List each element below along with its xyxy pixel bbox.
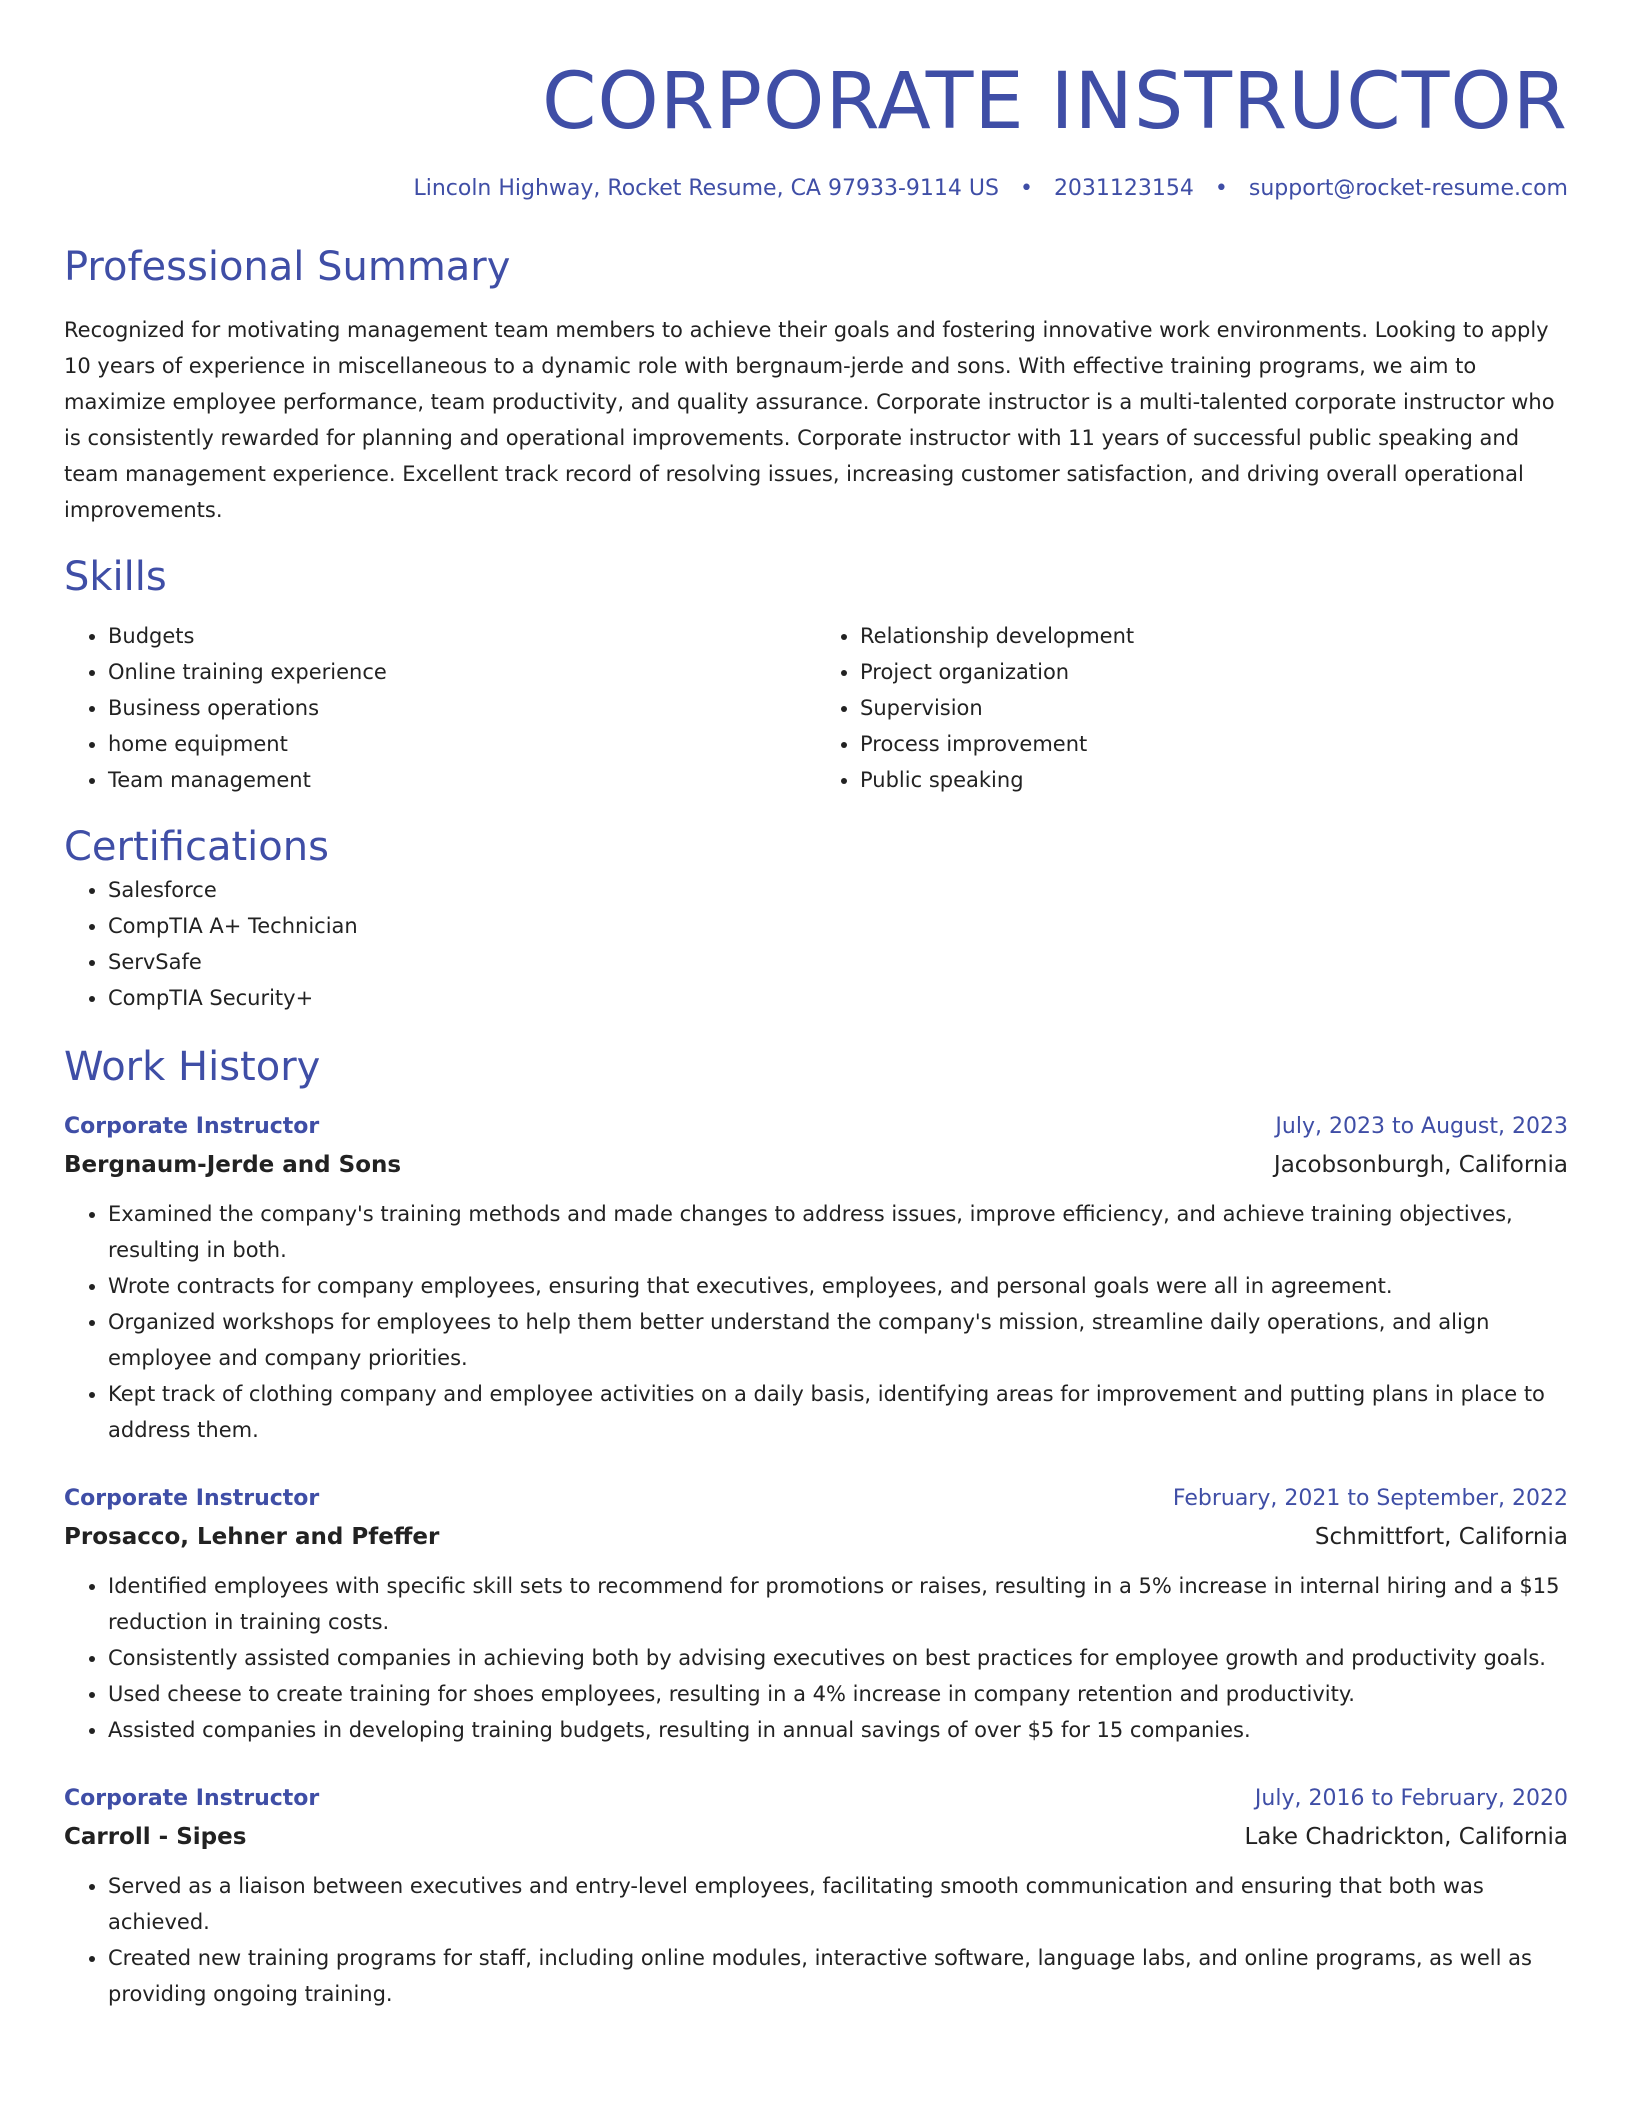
job-bullet: • Organized workshops for employees to help them better understand the company's mission, streamline daily operations, and align employee and company priorities.: [108, 1304, 1568, 1376]
skill-item: • Supervision: [860, 690, 1568, 726]
skill-item: • Project organization: [860, 654, 1568, 690]
skill-item: • Budgets: [108, 618, 816, 654]
contact-email: support@rocket-resume.com: [1248, 176, 1568, 201]
job-title: Corporate Instructor: [64, 1486, 320, 1511]
job-bullet: • Kept track of clothing company and employee activities on a daily basis, identifying areas for improvement and putting plans in place to address them.: [108, 1376, 1568, 1448]
skill-item: • home equipment: [108, 726, 816, 762]
contact-address: Lincoln Highway, Rocket Resume, CA 97933-9114 US: [413, 176, 999, 201]
certifications-heading: Certifications: [64, 824, 329, 870]
summary-heading: Professional Summary: [64, 244, 511, 290]
job-bullets: [64, 1196, 1568, 1448]
job-company: Carroll - Sipes: [64, 1824, 247, 1850]
work-history-heading: Work History: [64, 1044, 321, 1090]
job-company: Prosacco, Lehner and Pfeffer: [64, 1524, 440, 1550]
contact-line: [64, 174, 1568, 204]
contact-phone: 2031123154: [1053, 176, 1194, 201]
job-title-row: [64, 1780, 1568, 1818]
summary-text: Recognized for motivating management team members to achieve their goals and fostering innovative work environments. Looking to apply 10 years of experience in miscellaneous to a dynamic role with bergnaum-jerde and sons. With effective training programs, we aim to maximize employee performance, team productivity, and quality assurance. Corporate instructor is a multi-talented corporate instructor who is consistently rewarded for planning and operational improvements. Corporate instructor with 11 years of successful public speaking and team management experience. Excellent track record of resolving issues, increasing customer satisfaction, and driving overall operational improvements.: [64, 318, 1555, 522]
job-dates: February, 2021 to September, 2022: [1172, 1486, 1568, 1511]
certification-item: • Salesforce: [108, 872, 1568, 908]
job-bullet: • Assisted companies in developing training budgets, resulting in annual savings of over $5 for 15 companies.: [108, 1712, 1568, 1748]
job-company-row: [64, 1518, 1568, 1556]
job-company-row: [64, 1818, 1568, 1856]
job-bullet: • Used cheese to create training for shoes employees, resulting in a 4% increase in company retention and productivity.: [108, 1676, 1568, 1712]
job-location: Jacobsonburgh, California: [1273, 1152, 1568, 1178]
job-title: Corporate Instructor: [64, 1114, 320, 1139]
skills-heading: Skills: [64, 554, 167, 600]
job-entry: [64, 1108, 1568, 1448]
skill-item: • Relationship development: [860, 618, 1568, 654]
skills-list-left: [64, 618, 816, 798]
contact-separator: •: [1214, 176, 1228, 201]
job-location: Schmittfort, California: [1314, 1524, 1568, 1550]
job-bullet: • Served as a liaison between executives and entry-level employees, facilitating smooth communication and ensuring that both was achieved.: [108, 1868, 1568, 1940]
job-dates: July, 2023 to August, 2023: [1275, 1114, 1568, 1139]
skill-item: • Online training experience: [108, 654, 816, 690]
job-entry: [64, 1480, 1568, 1748]
job-title-row: [64, 1108, 1568, 1146]
job-bullets: [64, 1568, 1568, 1748]
job-entry: [64, 1780, 1568, 2012]
job-company: Bergnaum-Jerde and Sons: [64, 1152, 402, 1178]
job-bullet: • Identified employees with specific skill sets to recommend for promotions or raises, resulting in a 5% increase in internal hiring and a $15 reduction in training costs.: [108, 1568, 1568, 1640]
skills-list-right: [816, 618, 1568, 798]
resume-name: CORPORATE INSTRUCTOR: [541, 57, 1568, 147]
contact-separator: •: [1019, 176, 1033, 201]
job-bullet: • Examined the company's training methods and made changes to address issues, improve efficiency, and achieve training objectives, resulting in both.: [108, 1196, 1568, 1268]
job-bullet: • Created new training programs for staff, including online modules, interactive software, language labs, and online programs, as well as providing ongoing training.: [108, 1940, 1568, 2012]
skill-item: • Business operations: [108, 690, 816, 726]
job-bullet: • Consistently assisted companies in achieving both by advising executives on best practices for employee growth and productivity goals.: [108, 1640, 1568, 1676]
job-bullets: [64, 1868, 1568, 2012]
job-bullet: • Wrote contracts for company employees, ensuring that executives, employees, and personal goals were all in agreement.: [108, 1268, 1568, 1304]
certifications-list: [64, 872, 1568, 1016]
skill-item: • Team management: [108, 762, 816, 798]
job-title: Corporate Instructor: [64, 1786, 320, 1811]
job-dates: July, 2016 to February, 2020: [1254, 1786, 1568, 1811]
job-location: Lake Chadrickton, California: [1244, 1824, 1568, 1850]
skill-item: • Process improvement: [860, 726, 1568, 762]
job-company-row: [64, 1146, 1568, 1184]
certification-item: • CompTIA Security+: [108, 980, 1568, 1016]
job-title-row: [64, 1480, 1568, 1518]
certification-item: • ServSafe: [108, 944, 1568, 980]
skills-columns: [64, 618, 1568, 798]
skill-item: • Public speaking: [860, 762, 1568, 798]
certification-item: • CompTIA A+ Technician: [108, 908, 1568, 944]
